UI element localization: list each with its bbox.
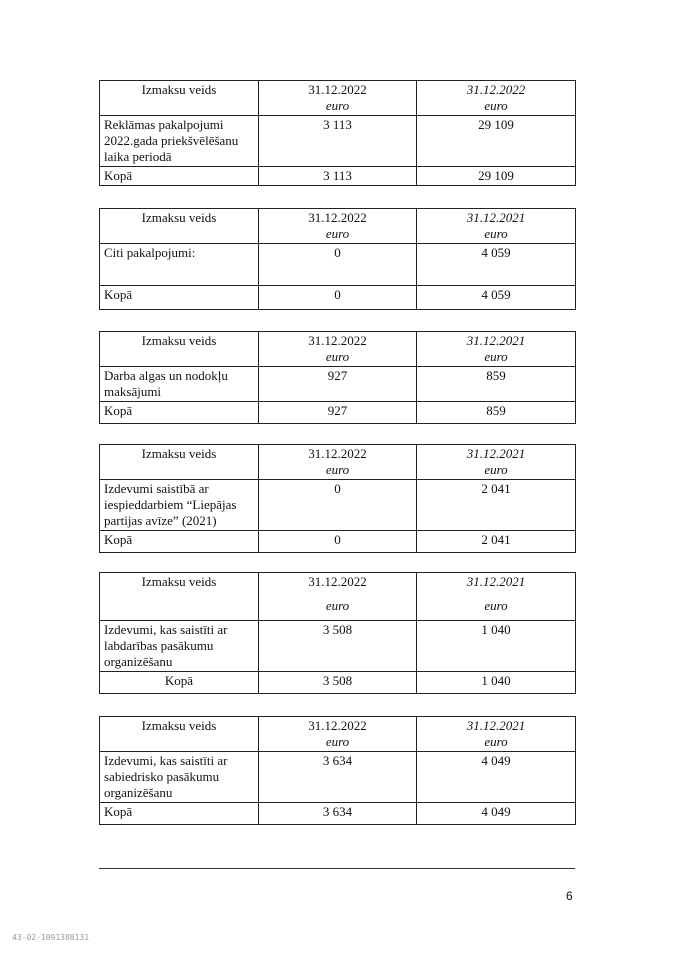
header-date: 31.12.2022	[308, 446, 367, 461]
total-label: Kopā	[100, 531, 259, 553]
total-value-prev: 2 041	[417, 531, 576, 553]
header-cost-type: Izmaksu veids	[100, 81, 259, 116]
row-value-2022: 0	[259, 244, 417, 286]
row-label: Reklāmas pakalpojumi 2022.gada priekšvēlēšanu laika periodā	[100, 116, 259, 167]
header-unit: euro	[325, 598, 350, 613]
row-label: Izdevumi, kas saistīti ar sabiedrisko pasākumu organizēšanu	[100, 752, 259, 803]
header-cost-type: Izmaksu veids	[100, 209, 259, 244]
header-col2	[259, 573, 417, 621]
table-row	[100, 367, 576, 402]
total-value-prev: 29 109	[417, 167, 576, 186]
header-unit: euro	[325, 462, 350, 477]
total-row	[100, 531, 576, 553]
header-unit: euro	[484, 349, 508, 364]
table-header-row	[100, 81, 576, 116]
expense-table-5	[99, 572, 576, 694]
header-col2	[259, 717, 417, 752]
header-date: 31.12.2022	[308, 333, 367, 348]
total-value-2022: 0	[259, 531, 417, 553]
header-unit: euro	[484, 734, 508, 749]
header-unit: euro	[484, 98, 508, 113]
header-date: 31.12.2021	[466, 718, 526, 733]
row-label: Darba algas un nodokļu maksājumi	[100, 367, 259, 402]
header-date: 31.12.2021	[466, 210, 526, 225]
total-value-2022: 3 113	[259, 167, 417, 186]
row-value-2022: 3 113	[259, 116, 417, 167]
header-col2	[259, 445, 417, 480]
header-cost-type: Izmaksu veids	[100, 717, 259, 752]
total-row	[100, 803, 576, 825]
total-value-prev: 859	[417, 402, 576, 424]
table-header-row	[100, 573, 576, 621]
header-col3	[417, 81, 576, 116]
row-label: Izdevumi, kas saistīti ar labdarības pasākumu organizēšanu	[100, 621, 259, 672]
header-unit: euro	[325, 349, 350, 364]
total-row	[100, 672, 576, 694]
total-value-prev: 1 040	[417, 672, 576, 694]
table-header-row	[100, 717, 576, 752]
footer-divider	[99, 868, 575, 869]
row-value-prev: 859	[417, 367, 576, 402]
row-value-prev: 2 041	[417, 480, 576, 531]
header-col3	[417, 445, 576, 480]
header-col2	[259, 332, 417, 367]
expense-table-2	[99, 208, 576, 310]
header-col3	[417, 332, 576, 367]
total-value-prev: 4 049	[417, 803, 576, 825]
table-header-row	[100, 332, 576, 367]
total-row	[100, 167, 576, 186]
row-value-prev: 29 109	[417, 116, 576, 167]
header-cost-type: Izmaksu veids	[100, 445, 259, 480]
header-unit: euro	[325, 734, 350, 749]
header-col3	[417, 209, 576, 244]
header-date: 31.12.2022	[308, 82, 367, 97]
table-row	[100, 116, 576, 167]
header-unit: euro	[484, 598, 508, 613]
header-unit: euro	[484, 226, 508, 241]
total-label: Kopā	[100, 167, 259, 186]
total-value-2022: 3 634	[259, 803, 417, 825]
row-value-2022: 3 508	[259, 621, 417, 672]
table-row	[100, 621, 576, 672]
header-date: 31.12.2021	[466, 333, 526, 348]
header-unit: euro	[325, 98, 350, 113]
row-value-2022: 0	[259, 480, 417, 531]
header-date: 31.12.2021	[466, 446, 526, 461]
total-value-2022: 927	[259, 402, 417, 424]
expense-table-3	[99, 331, 576, 424]
document-id: 43-02-1091388131	[12, 933, 90, 942]
total-row	[100, 286, 576, 310]
table-row	[100, 752, 576, 803]
expense-table-1	[99, 80, 576, 186]
header-cost-type: Izmaksu veids	[100, 332, 259, 367]
total-label: Kopā	[100, 286, 259, 310]
total-label: Kopā	[100, 672, 259, 694]
header-date: 31.12.2022	[466, 82, 526, 97]
total-row	[100, 402, 576, 424]
table-header-row	[100, 445, 576, 480]
total-value-2022: 3 508	[259, 672, 417, 694]
row-value-2022: 3 634	[259, 752, 417, 803]
page-number: 6	[566, 889, 573, 903]
header-date: 31.12.2022	[308, 210, 367, 225]
header-col3	[417, 717, 576, 752]
total-label: Kopā	[100, 402, 259, 424]
total-value-prev: 4 059	[417, 286, 576, 310]
header-unit: euro	[325, 226, 350, 241]
table-header-row	[100, 209, 576, 244]
row-label: Citi pakalpojumi:	[100, 244, 259, 286]
row-value-2022: 927	[259, 367, 417, 402]
table-row	[100, 480, 576, 531]
header-col2	[259, 81, 417, 116]
table-row	[100, 244, 576, 286]
row-value-prev: 1 040	[417, 621, 576, 672]
header-date: 31.12.2022	[308, 574, 367, 589]
expense-table-6	[99, 716, 576, 825]
expense-table-4	[99, 444, 576, 553]
header-unit: euro	[484, 462, 508, 477]
total-label: Kopā	[100, 803, 259, 825]
total-value-2022: 0	[259, 286, 417, 310]
header-date: 31.12.2021	[466, 574, 526, 589]
header-col3	[417, 573, 576, 621]
header-cost-type: Izmaksu veids	[100, 573, 259, 621]
header-date: 31.12.2022	[308, 718, 367, 733]
row-label: Izdevumi saistībā ar iespieddarbiem “Liepājas partijas avīze” (2021)	[100, 480, 259, 531]
header-col2	[259, 209, 417, 244]
row-value-prev: 4 049	[417, 752, 576, 803]
row-value-prev: 4 059	[417, 244, 576, 286]
